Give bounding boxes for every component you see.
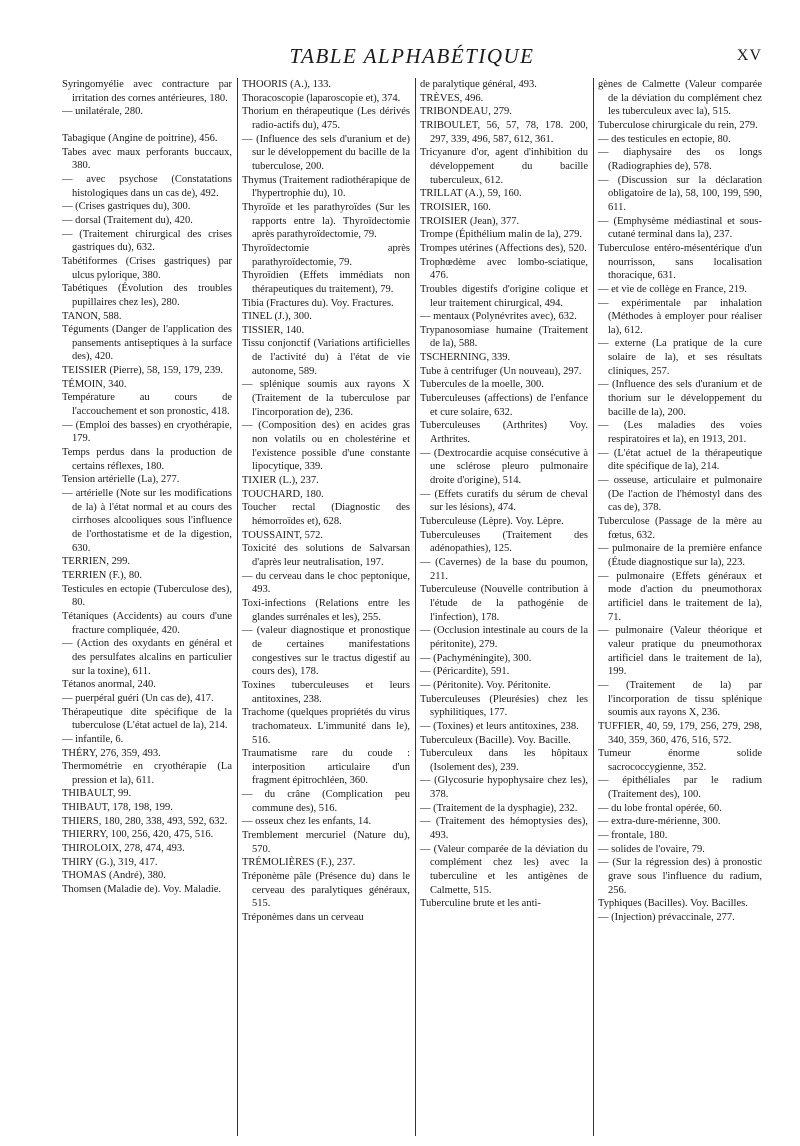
index-entry: — (Toxines) et leurs antitoxines, 238. [420,720,579,732]
index-entry: — (Occlusion intestinale au cours de la péritonite), 279. [420,625,588,650]
index-entry: — (Crises gastriques du), 300. [62,201,191,213]
index-entry: de paralytique général, 493. [420,79,537,90]
index-entry: — du lobe frontal opérée, 60. [598,802,722,814]
index-entry: — (Effets curatifs du sérum de cheval sur les lésions), 474. [420,488,588,514]
index-entry: TSCHERNING, 339. [420,352,511,364]
index-entry: Tuberculeux (Bacille). Voy. Bacille. [420,734,571,746]
index-entry: Tuberculeuses (Traitement des adénopathies), 125. [420,529,588,555]
index-column-2 [237,78,410,1136]
index-entry: — (Valeur comparée de la déviation du complément chez les) avec la tuberculine et les antigènes de Calmette, 515. [420,843,588,896]
index-entry: Thomsen (Maladie de). Voy. Maladie. [62,884,222,896]
index-entry: — pulmonaire (Effets généraux et mode d'action du pneumothorax artificiel dans le traitement de la), 71. [598,570,762,623]
index-entry: TROISIER, 160. [420,201,491,213]
index-entry: — (Les maladies des voies respiratoires et la), en 1913, 201. [598,420,762,446]
index-entry: Trachome (quelques propriétés du virus trachomateux. L'immunité dans le), 516. [242,707,410,746]
index-entry: Toxi-infections (Relations entre les glandes surrénales et les), 255. [242,597,410,623]
index-entry: Tétaniques (Accidents) au cours d'une fracture compliquée, 420. [62,610,232,636]
index-entry: Tuberculeuse (Lèpre). Voy. Lèpre. [420,516,564,527]
index-entry: TRILLAT (A.), 59, 160. [420,188,522,200]
index-entry: THOORIS (A.), 133. [242,79,331,90]
index-entry: Thoracoscopie (laparoscopie et), 374. [242,92,401,104]
index-entry: Tuberculine brute et les anti- [420,898,541,910]
index-column-4 [593,78,762,1136]
page-number: XV [736,47,762,64]
index-entry: — (L'état actuel de la thérapeutique dite spécifique de la), 214. [598,447,762,473]
index-entry: — (Pachyméningite), 300. [420,652,532,664]
index-entry: TOUSSAINT, 572. [242,529,323,541]
index-entry: TÉMOIN, 340. [62,378,127,390]
index-entry: — osseuse, articulaire et pulmonaire (De l'action de l'hémostyl dans des cas de), 378. [598,475,762,514]
index-entry: Tétanos anormal, 240. [62,679,156,691]
index-entry: Tabagique (Angine de poitrine), 456. [62,132,218,144]
index-entry: — des testicules en ectopie, 80. [598,133,731,145]
running-header [62,44,762,72]
index-entry: — splénique soumis aux rayons X (Traitement de la tuberculose par l'incorporation de), 236. [242,379,410,418]
index-entry: — avec psychose (Constatations histologiques dans un cas de), 492. [62,173,232,199]
index-entry: TRIBOULET, 56, 57, 78, 178. 200, 297, 339, 496, 587, 612, 361. [420,119,588,145]
index-entry: — et vie de collège en France, 219. [598,283,747,295]
index-entry: TINEL (J.), 300. [242,311,312,323]
index-entry: Tissu conjonctif (Variations artificielles de l'activité du) à l'état de vie autonome, 589. [242,338,410,377]
index-entry: Tuberculeuse (Nouvelle contribution à l'étude de la pathogénie de l'infection), 178. [420,584,588,623]
index-columns [62,78,762,1138]
index-entry: Tumeur énorme solide sacrococcygienne, 352. [598,748,762,773]
index-entry: Toxines tuberculeuses et leurs antitoxines, 238. [242,679,410,705]
index-entry: Troubles digestifs d'origine colique et leur traitement chirurgical, 494. [420,283,588,309]
index-entry: — (Influence des sels d'uranium et de) sur le développement du bacille de la tuberculose, 200. [242,133,410,172]
index-entry: Tréponèmes dans un cerveau [242,912,364,924]
index-entry: Tuberculose entéro-mésentérique d'un nourrisson, sans localisation thoracique, 631. [598,242,762,282]
index-entry: — dorsal (Traitement du), 420. [62,214,193,226]
index-entry: Traumatisme rare du coude : interposition articulaire d'un fragment épitrochléen, 360. [242,748,410,787]
index-entry: — pulmonaire (Valeur théorique et valeur pratique du pneumothorax artificiel dans le traitement de la), 199. [598,625,762,678]
index-entry: Toucher rectal (Diagnostic des hémorroïdes et), 628. [242,502,410,527]
index-entry: — (Emploi des basses) en cryothérapie, 179. [62,419,232,445]
index-entry: — (Action des oxydants en général et des persulfates alcalins en particulier sur la toxine), 611. [62,638,232,677]
index-entry: — osseux chez les enfants, 14. [242,816,372,828]
index-entry: Tube à centrifuger (Un nouveau), 297. [420,365,582,377]
index-entry: — (valeur diagnostique et pronostique de certaines manifestations congestives sur le tractus digestif au cours des), 178. [242,625,410,678]
index-entry: — puerpéral guéri (Un cas de), 417. [62,692,214,704]
index-entry: — (Dextrocardie acquise consécutive à une sclérose pleuro pulmonaire droite d'origine), 514. [420,447,588,487]
index-entry: Trompe (Épithélium malin de la), 279. [420,229,583,241]
index-entry: Thyroïdien (Effets immédiats non thérapeutiques du traitement), 79. [242,270,410,295]
index-entry: THOMAS (André), 380. [62,870,166,882]
index-entry: Trompes utérines (Affections des), 520. [420,242,587,254]
index-entry: Tabétiques (Évolution des troubles pupillaires chez les), 280. [62,283,232,308]
index-entry: Tension artérielle (La), 277. [62,474,180,486]
index-entry: Trypanosomiase humaine (Traitement de la), 588. [420,324,588,350]
index-entry: TERRIEN (F.), 80. [62,569,142,581]
index-entry: THIBAULT, 99. [62,788,132,800]
index-entry: — expérimentale par inhalation (Méthodes à employer pour réaliser la), 612. [598,297,762,336]
page-title: TABLE ALPHABÉTIQUE [289,44,535,68]
index-entry: TROISIER (Jean), 377. [420,215,520,227]
index-column-3 [415,78,588,1136]
index-entry: THIRY (G.), 319, 417. [62,856,158,868]
index-entry: TUFFIER, 40, 59, 179, 256, 279, 298, 340, 359, 360, 476, 516, 572. [598,720,762,746]
index-entry: Téguments (Danger de l'application des pansements antiseptiques à la surface des), 420. [62,324,232,363]
index-entry: — (Cavernes) de la base du poumon, 211. [420,556,588,582]
index-entry: TRÈVES, 496. [420,92,484,104]
index-entry: — (Sur la régression des) à pronostic grave sous l'influence du radium, 256. [598,857,762,896]
index-entry: Tremblement mercuriel (Nature du), 570. [242,830,410,855]
index-entry: TANON, 588. [62,310,122,322]
index-entry: — (Emphysème médiastinal et sous-cutané terminal dans la), 237. [598,215,762,241]
index-entry: Tuberculose chirurgicale du rein, 279. [598,119,758,131]
index-entry: Tuberculose (Passage de la mère au fœtus, 632. [598,516,762,541]
index-entry: — (Influence des sels d'uranium et de thorium sur le développement du bacille de la), 200. [598,379,762,418]
index-entry: — (Péritonite). Voy. Péritonite. [420,679,551,691]
index-entry: TOUCHARD, 180. [242,488,324,500]
index-entry: Tibia (Fractures du). Voy. Fractures. [242,297,394,309]
index-entry: — (Injection) prévaccinale, 277. [598,912,735,924]
index-entry: Thyroïdectomie après parathyroïdectomie, 79. [242,242,410,268]
index-entry: — (Traitement de la) par l'incorporation de tissu splénique soumis aux rayons X, 236. [598,679,762,719]
index-entry: — externe (La pratique de la cure solaire de la), et ses résultats cliniques, 257. [598,338,762,377]
index-entry: — unilatérale, 280. [62,106,144,118]
index-entry: Syringomyélie avec contracture par irritation des cornes antérieures, 180. [62,79,232,104]
index-entry: — (Péricardite), 591. [420,666,510,678]
index-entry: — du cerveau dans le choc peptonique, 493. [242,570,410,596]
index-entry: TISSIER, 140. [242,324,305,336]
index-entry: — extra-dure-mérienne, 300. [598,816,721,828]
index-entry: — du crâne (Complication peu commune des), 516. [242,789,410,814]
index-entry: Testicules en ectopie (Tuberculose des), 80. [62,583,232,609]
index-entry: Thermométrie en cryothérapie (La pression et la), 611. [62,761,232,786]
index-entry: — infantile, 6. [62,733,124,745]
index-entry: Température au cours de l'accouchement et son pronostic, 418. [62,392,232,418]
index-entry: Tubercules de la moelle, 300. [420,379,544,391]
index-entry: Tuberculeuses (Pleurésies) chez les syphilitiques, 177. [420,693,588,719]
index-entry: THÉRY, 276, 359, 493. [62,747,161,759]
index-entry: — diaphysaire des os longs (Radiographies de), 578. [598,147,762,172]
index-entry: THIERS, 180, 280, 338, 493, 592, 632. [62,815,228,827]
index-entry: Thorium en thérapeutique (Les dérivés radio-actifs du), 475. [242,106,410,131]
index-entry: Tabétiformes (Crises gastriques) par ulcus pylorique, 380. [62,255,232,281]
index-entry: Temps perdus dans la production de certains réflexes, 180. [62,447,232,472]
index-entry: — (Traitement des hémoptysies des), 493. [420,816,588,842]
index-entry: THIBAUT, 178, 198, 199. [62,802,173,814]
index-entry: — (Composition des) en acides gras non volatils ou en cholestérine et l'existence possible d'une constante lipocytique, 339. [242,420,410,473]
index-entry: Typhiques (Bacilles). Voy. Bacilles. [598,898,748,910]
index-entry: — (Discussion sur la déclaration obligatoire de la), 58, 100, 199, 590, 611. [598,174,762,213]
index-entry: THIERRY, 100, 256, 420, 475, 516. [62,829,214,841]
index-entry: Thymus (Traitement radiothérapique de l'hypertrophie du), 10. [242,174,410,200]
index-entry: TRIBONDEAU, 279. [420,106,512,118]
index-entry: TEISSIER (Pierre), 58, 159, 179, 239. [62,365,223,377]
index-entry: — frontale, 180. [598,830,668,842]
index-entry: Toxicité des solutions de Salvarsan d'après leur neutralisation, 197. [242,543,410,568]
index-entry: TERRIEN, 299. [62,556,130,568]
index-entry: — mentaux (Polynévrites avec), 632. [420,311,577,323]
index-entry: — (Traitement chirurgical des crises gastriques du), 632. [62,228,232,254]
index-entry: — épithéliales par le radium (Traitement des), 100. [598,775,762,801]
index-entry: Tuberculeuses (Arthrites) Voy. Arthrites. [420,420,588,446]
index-column-1 [62,78,232,1136]
index-entry: Thérapeutique dite spécifique de la tuberculose (L'état actuel de la), 214. [62,706,232,732]
index-entry: — pulmonaire de la première enfance (Étude diagnostique sur la), 223. [598,543,762,568]
index-entry: Tabes avec maux perforants buccaux, 380. [62,146,232,172]
index-entry: — artérielle (Note sur les modifications de la) à l'état normal et au cours des cirrhoses alcooliques sous l'influence de l'orthostatisme et de la digestion, 630. [62,488,232,554]
index-entry: THIROLOIX, 278, 474, 493. [62,843,185,855]
index-entry: TIXIER (L.), 237. [242,475,319,487]
index-entry: TRÉMOLIÈRES (F.), 237. [242,857,356,869]
index-entry: Tuberculeuses (affections) de l'enfance et cure solaire, 632. [420,393,588,418]
index-entry: gènes de Calmette (Valeur comparée de la déviation du complément chez les tuberculeux avec la), 515. [598,79,762,118]
index-entry: — solides de l'ovaire, 79. [598,843,705,855]
index-entry: Tuberculeux dans les hôpitaux (Isolement des), 239. [420,748,588,773]
index-entry: — (Glycosurie hypophysaire chez les), 378. [420,775,588,801]
index-entry: Thyroïde et les parathyroïdes (Sur les rapports entre la). Thyroïdectomie après parathyroïdectomie, 79. [242,201,410,241]
index-entry: Tricyanure d'or, agent d'inhibition du développement du bacille tuberculeux, 612. [420,147,588,186]
index-entry: Tréponème pâle (Présence du) dans le cerveau des paralytiques généraux, 515. [242,871,410,910]
index-entry: — (Traitement de la dysphagie), 232. [420,802,578,814]
index-entry: Trophœdème avec lombo-sciatique, 476. [420,256,588,282]
